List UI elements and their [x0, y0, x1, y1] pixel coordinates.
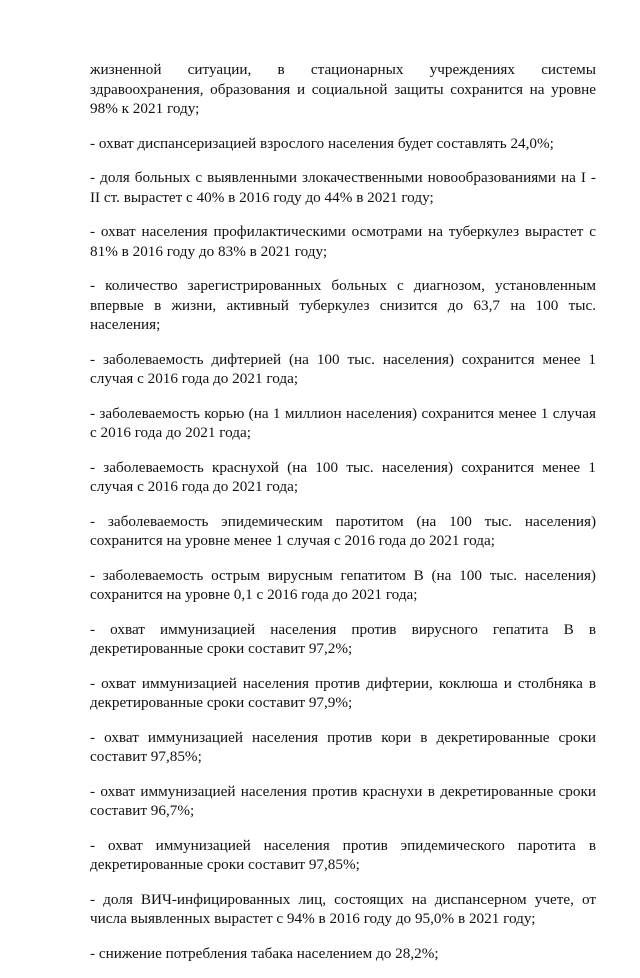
list-item: - охват иммунизацией населения против вирусного гепатита В в декретированные сроки составит 97,2%; — [90, 620, 596, 657]
list-item: - заболеваемость краснухой (на 100 тыс. населения) сохранится менее 1 случая с 2016 года до 2021 года; — [90, 458, 596, 495]
list-item: - заболеваемость корью (на 1 миллион населения) сохранится менее 1 случая с 2016 года до 2021 года; — [90, 404, 596, 441]
list-item: - охват диспансеризацией взрослого населения будет составлять 24,0%; — [90, 134, 554, 152]
list-item: - заболеваемость острым вирусным гепатитом В (на 100 тыс. населения) сохранится на уровне 0,1 с 2016 года до 2021 года; — [90, 566, 596, 603]
paragraph-continuation: жизненной ситуации, в стационарных учреждениях системы здравоохранения, образования и социальной защиты сохранится на уровне 98% к 2021 году; — [90, 61, 596, 117]
list-item: - охват населения профилактическими осмотрами на туберкулез вырастет с 81% в 2016 году до 83% в 2021 году; — [90, 223, 596, 260]
list-item: - снижение потребления табака населением до 28,2%; — [90, 944, 439, 962]
list-item: - охват иммунизацией населения против краснухи в декретированные сроки составит 96,7%; — [90, 782, 596, 819]
list-item: - охват иммунизацией населения против дифтерии, коклюша и столбняка в декретированные сроки составит 97,9%; — [90, 674, 596, 711]
list-item: - заболеваемость эпидемическим паротитом (на 100 тыс. населения) сохранится на уровне менее 1 случая с 2016 года до 2021 года; — [90, 512, 596, 549]
list-item: - доля ВИЧ-инфицированных лиц, состоящих на диспансерном учете, от числа выявленных вырастет с 94% в 2016 году до 95,0% в 2021 году; — [90, 890, 596, 927]
list-item: - охват иммунизацией населения против кори в декретированные сроки составит 97,85%; — [90, 728, 596, 765]
list-item: - количество зарегистрированных больных с диагнозом, установленным впервые в жизни, активный туберкулез снизится до 63,7 на 100 тыс. населения; — [90, 277, 596, 333]
document-page — [90, 60, 596, 978]
list-item: - заболеваемость дифтерией (на 100 тыс. населения) сохранится менее 1 случая с 2016 года до 2021 года; — [90, 350, 596, 387]
list-item: - охват иммунизацией населения против эпидемического паротита в декретированные сроки составит 97,85%; — [90, 836, 596, 873]
list-item: - доля больных с выявленными злокачественными новообразованиями на I - II ст. вырастет с 40% в 2016 году до 44% в 2021 году; — [90, 169, 596, 206]
